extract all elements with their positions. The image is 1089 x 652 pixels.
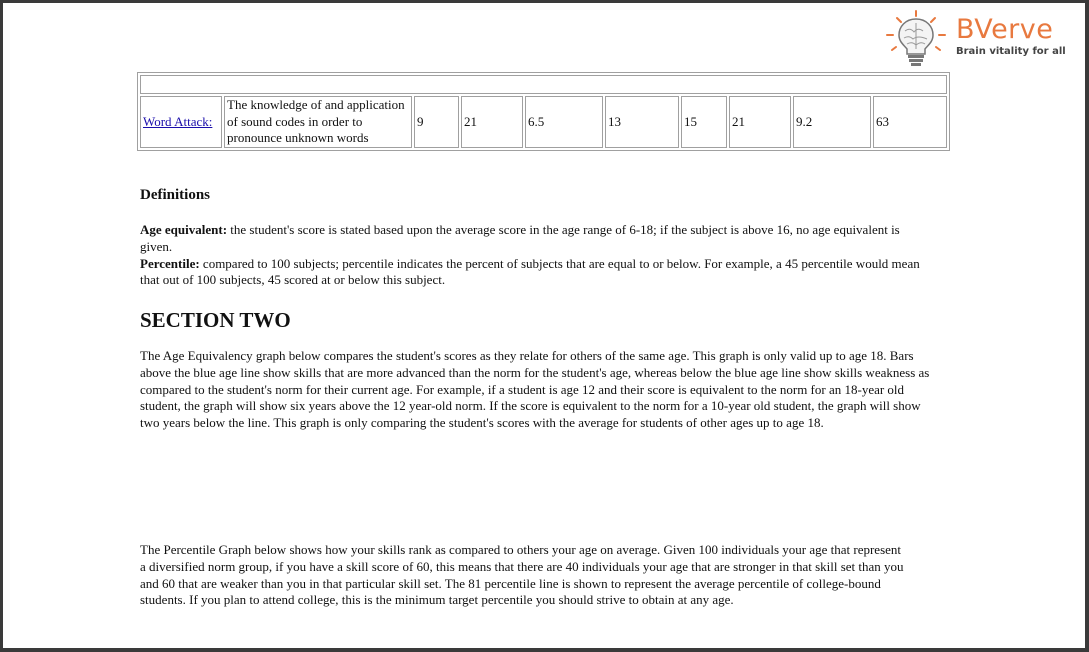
age-equivalent-text: the student's score is stated based upon the average score in the age range of 6-18; if the subject is above 16, no age equivalent is given. [140, 222, 900, 254]
blank-header-cell [140, 75, 947, 94]
skill-cell [140, 96, 222, 148]
value-cell: 6.5 [525, 96, 603, 148]
description-cell: The knowledge of and application of sound codes in order to pronounce unknown words [224, 96, 412, 148]
value-cell: 15 [681, 96, 727, 148]
section-two-heading: SECTION TWO [140, 308, 291, 332]
value-cell: 63 [873, 96, 947, 148]
age-equivalent-definition [140, 222, 930, 256]
percentile-definition [140, 256, 930, 290]
value-cell: 9.2 [793, 96, 871, 148]
value-cell: 21 [461, 96, 523, 148]
value-cell: 13 [605, 96, 679, 148]
percentile-term: Percentile: [140, 255, 200, 271]
bverve-logo [883, 9, 1083, 69]
lightbulb-brain-icon [883, 9, 949, 69]
definitions-heading: Definitions [140, 187, 211, 203]
value-cell: 9 [414, 96, 459, 148]
age-equivalent-term: Age equivalent: [140, 222, 228, 237]
table-header-row [140, 75, 947, 94]
age-graph-paragraph: The Age Equivalency graph below compares the student's scores as they relate for others of the same age. This graph is only valid up to age 18. Bars above the blue age line show skills that are more advanced than the norm for the student's age, whereas below the blue age line show skills weakness as compared to the student's norm for their current age. For example, if a student is age 12 and their score is equivalent to the norm for an 18-year old student, the graph will show six years above the 12 year-old norm. If the score is equivalent to the norm for a 10-year old student, the graph will show two years below the line. This graph is only comparing the student's scores with the average for students of other ages up to age 18. [140, 348, 930, 431]
brand-name: BVerve [956, 14, 1054, 45]
table-row [140, 96, 947, 148]
definitions-body [140, 222, 930, 289]
value-cell: 21 [729, 96, 791, 148]
percentile-graph-paragraph: The Percentile Graph below shows how your skills rank as compared to others your age on average. Given 100 individuals your age that represent a diversified norm group, if you have a skill score of 60, this means that there are 40 individuals your age that are stronger in that skill set than you and 60 that are weaker than you in that particular skill set. The 81 percentile line is shown to represent the average percentile of college-bound students. If you plan to attend college, this is the minimum target percentile you should strive to obtain at any age. [140, 542, 904, 608]
word-attack-link[interactable]: Word Attack: [143, 113, 213, 129]
brand-tagline: Brain vitality for all [956, 46, 1066, 57]
report-page [3, 3, 1085, 648]
percentile-text: compared to 100 subjects; percentile indicates the percent of subjects that are equal to or below. For example, a 45 percentile would mean that out of 100 subjects, 45 scored at or below this subject. [140, 255, 920, 288]
score-table [137, 72, 950, 151]
